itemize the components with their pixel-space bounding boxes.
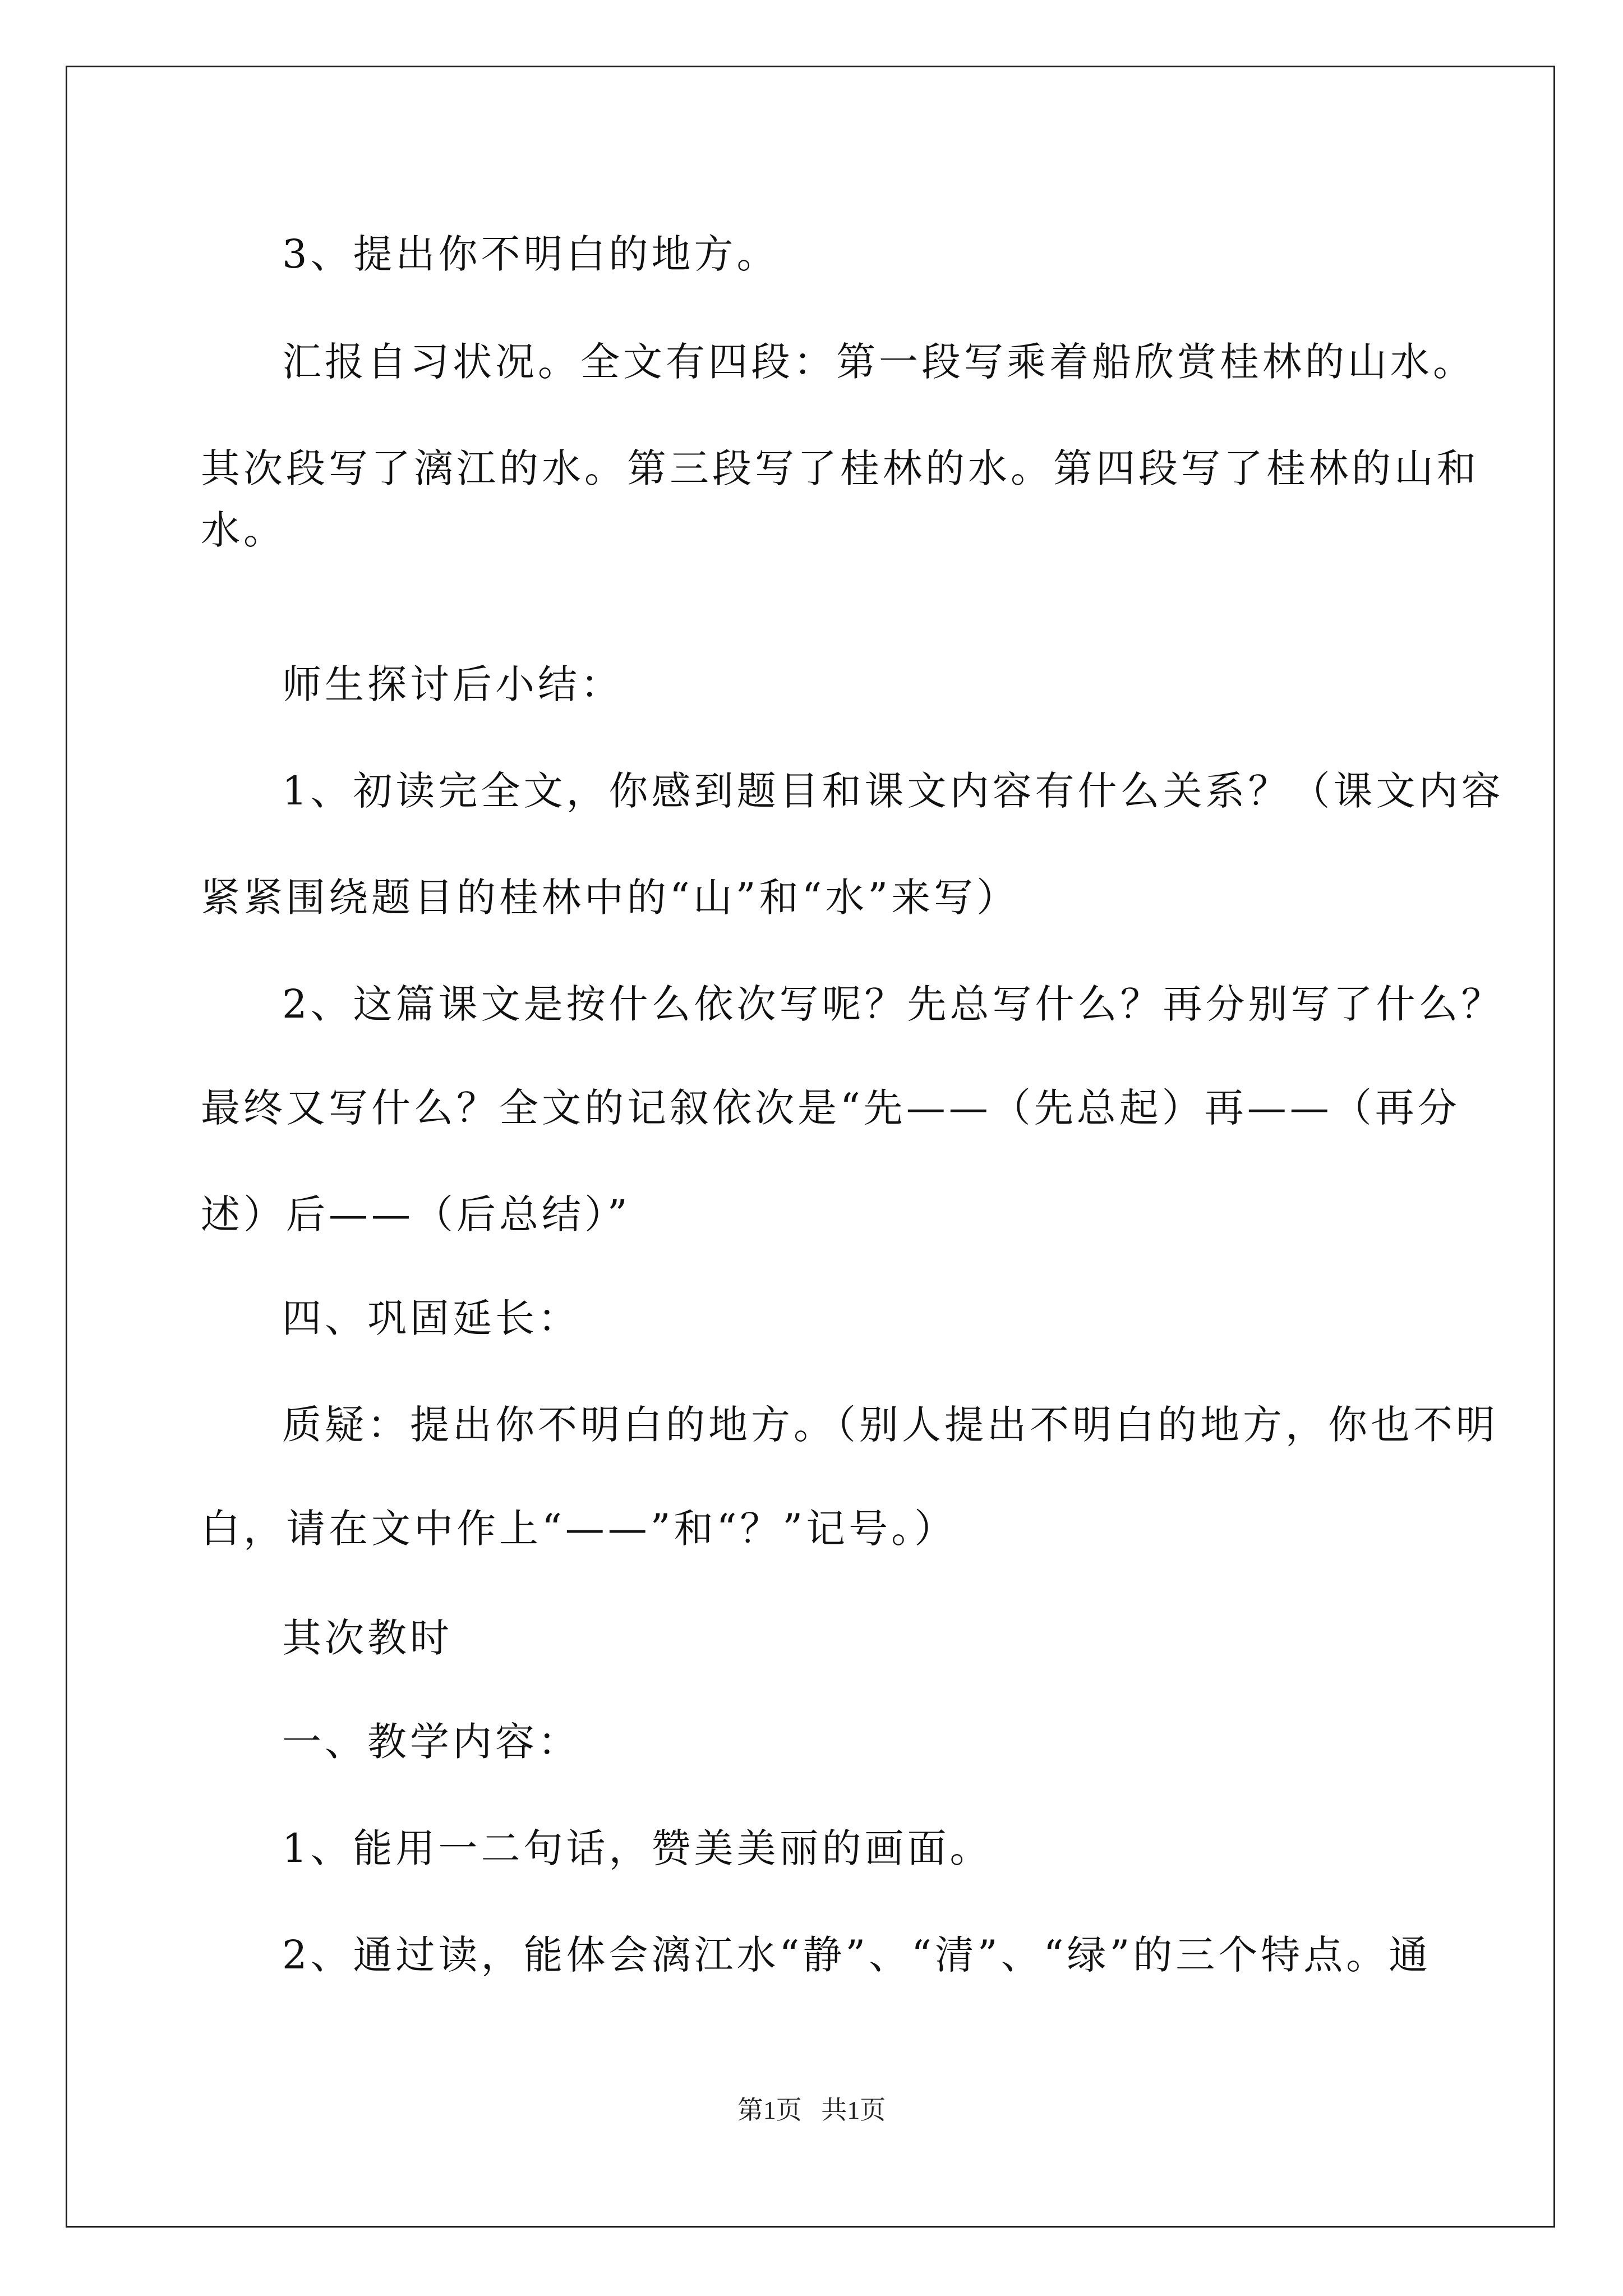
- page-border: [66, 66, 1555, 2228]
- text-line: 一、教学内容：: [282, 1719, 580, 1765]
- text-line: 四、巩固延长：: [282, 1295, 580, 1341]
- text-line: 其次段写了漓江的水。第三段写了桂林的水。第四段写了桂林的山和: [201, 445, 1479, 491]
- text-line: 汇报自习状况。全文有四段：第一段写乘着船欣赏桂林的山水。: [282, 339, 1476, 385]
- text-line: 紧紧围绕题目的桂林中的“山”和“水”来写）: [201, 875, 1020, 921]
- text-line: 2、通过读，能体会漓江水“静”、“清”、“绿”的三个特点。通: [282, 1932, 1432, 1978]
- text-line: 3、提出你不明白的地方。: [282, 231, 780, 277]
- text-line: 1、能用一二句话，赞美美丽的画面。: [282, 1825, 993, 1871]
- text-line: 述）后——（后总结）”: [201, 1191, 631, 1237]
- text-line: 1、初读完全文，你感到题目和课文内容有什么关系？（课文内容: [282, 768, 1504, 814]
- page-footer: 第1页 共1页: [737, 2096, 886, 2124]
- text-line: 质疑：提出你不明白的地方。（别人提出不明白的地方，你也不明: [282, 1402, 1498, 1448]
- text-line: 白，请在文中作上“——”和“？”记号。）: [201, 1506, 957, 1552]
- text-line: 师生探讨后小结：: [282, 661, 623, 707]
- text-line: 其次教时: [282, 1615, 453, 1661]
- text-line: 2、这篇课文是按什么依次写呢？先总写什么？再分别写了什么？: [282, 981, 1504, 1027]
- text-line: 水。: [201, 507, 286, 553]
- text-line: 最终又写什么？全文的记叙依次是“先——（先总起）再——（再分: [201, 1085, 1460, 1131]
